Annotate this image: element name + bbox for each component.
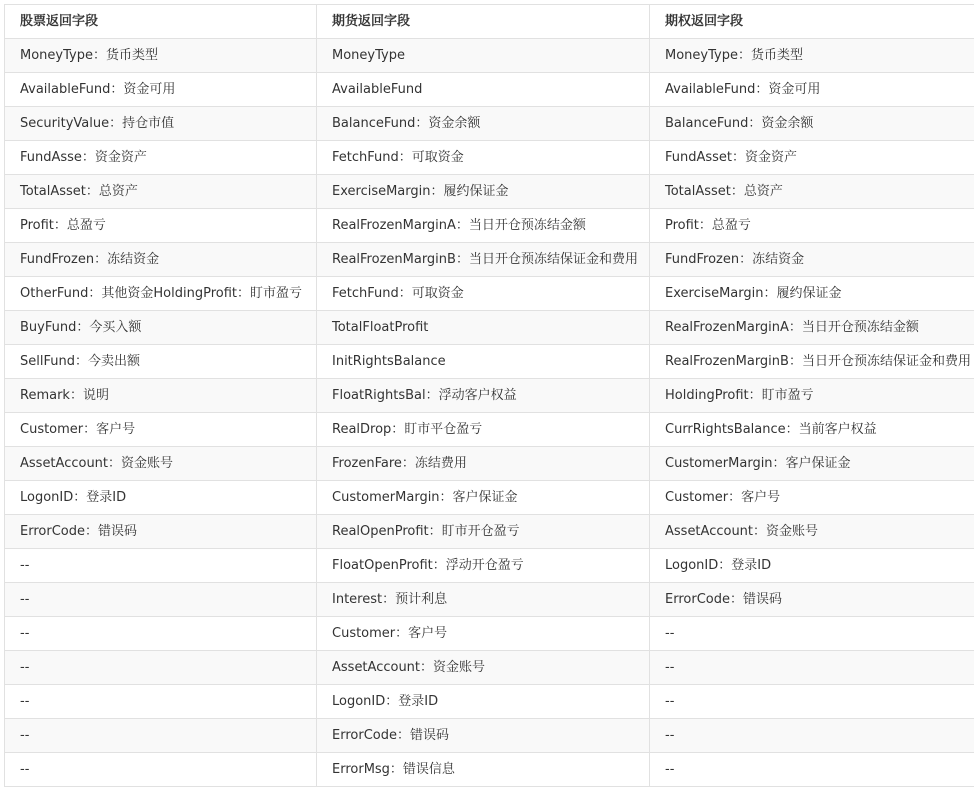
futures-field-cell: RealDrop：盯市平仓盈亏	[317, 413, 650, 447]
options-field-cell: MoneyType：货币类型	[650, 39, 974, 73]
options-field-cell: TotalAsset：总资产	[650, 175, 974, 209]
options-field-cell: Profit：总盈亏	[650, 209, 974, 243]
stock-field-cell: AssetAccount：资金账号	[5, 447, 317, 481]
table-row	[5, 413, 974, 447]
stock-field-cell: Customer：客户号	[5, 413, 317, 447]
stock-field-cell: --	[5, 617, 317, 651]
table-row	[5, 277, 974, 311]
header-options-fields: 期权返回字段	[650, 5, 974, 39]
stock-field-cell: OtherFund：其他资金HoldingProfit：盯市盈亏	[5, 277, 317, 311]
table-row	[5, 209, 974, 243]
stock-field-cell: ErrorCode：错误码	[5, 515, 317, 549]
futures-field-cell: FloatRightsBal：浮动客户权益	[317, 379, 650, 413]
options-field-cell: --	[650, 753, 974, 787]
stock-field-cell: --	[5, 651, 317, 685]
stock-field-cell: Profit：总盈亏	[5, 209, 317, 243]
table-row	[5, 481, 974, 515]
table-row	[5, 39, 974, 73]
table-row	[5, 447, 974, 481]
header-row	[5, 5, 974, 39]
options-field-cell: ErrorCode：错误码	[650, 583, 974, 617]
futures-field-cell: AvailableFund	[317, 73, 650, 107]
table-row	[5, 311, 974, 345]
options-field-cell: ExerciseMargin：履约保证金	[650, 277, 974, 311]
futures-field-cell: MoneyType	[317, 39, 650, 73]
return-fields-table	[4, 4, 974, 787]
table-row	[5, 515, 974, 549]
options-field-cell: HoldingProfit：盯市盈亏	[650, 379, 974, 413]
stock-field-cell: --	[5, 753, 317, 787]
futures-field-cell: RealOpenProfit：盯市开仓盈亏	[317, 515, 650, 549]
header-stock-fields: 股票返回字段	[5, 5, 317, 39]
options-field-cell: CustomerMargin：客户保证金	[650, 447, 974, 481]
table-row	[5, 685, 974, 719]
table-row	[5, 243, 974, 277]
futures-field-cell: AssetAccount：资金账号	[317, 651, 650, 685]
futures-field-cell: ErrorMsg：错误信息	[317, 753, 650, 787]
stock-field-cell: BuyFund：今买入额	[5, 311, 317, 345]
table-row	[5, 719, 974, 753]
table-row	[5, 141, 974, 175]
table-row	[5, 549, 974, 583]
futures-field-cell: RealFrozenMarginA：当日开仓预冻结金额	[317, 209, 650, 243]
futures-field-cell: ErrorCode：错误码	[317, 719, 650, 753]
stock-field-cell: SellFund：今卖出额	[5, 345, 317, 379]
table-row	[5, 175, 974, 209]
options-field-cell: FundAsset：资金资产	[650, 141, 974, 175]
options-field-cell: --	[650, 685, 974, 719]
table-body	[5, 39, 974, 787]
stock-field-cell: TotalAsset：总资产	[5, 175, 317, 209]
stock-field-cell: FundAsse：资金资产	[5, 141, 317, 175]
fields-table-container	[4, 4, 974, 787]
options-field-cell: BalanceFund：资金余额	[650, 107, 974, 141]
table-header	[5, 5, 974, 39]
futures-field-cell: TotalFloatProfit	[317, 311, 650, 345]
futures-field-cell: FloatOpenProfit：浮动开仓盈亏	[317, 549, 650, 583]
options-field-cell: FundFrozen：冻结资金	[650, 243, 974, 277]
header-futures-fields: 期货返回字段	[317, 5, 650, 39]
stock-field-cell: SecurityValue：持仓市值	[5, 107, 317, 141]
table-row	[5, 345, 974, 379]
options-field-cell: --	[650, 651, 974, 685]
futures-field-cell: RealFrozenMarginB：当日开仓预冻结保证金和费用	[317, 243, 650, 277]
stock-field-cell: --	[5, 685, 317, 719]
futures-field-cell: BalanceFund：资金余额	[317, 107, 650, 141]
stock-field-cell: AvailableFund：资金可用	[5, 73, 317, 107]
options-field-cell: --	[650, 617, 974, 651]
options-field-cell: --	[650, 719, 974, 753]
stock-field-cell: --	[5, 583, 317, 617]
options-field-cell: CurrRightsBalance：当前客户权益	[650, 413, 974, 447]
options-field-cell: AssetAccount：资金账号	[650, 515, 974, 549]
table-row	[5, 379, 974, 413]
futures-field-cell: FetchFund：可取资金	[317, 141, 650, 175]
table-row	[5, 583, 974, 617]
stock-field-cell: LogonID：登录ID	[5, 481, 317, 515]
options-field-cell: Customer：客户号	[650, 481, 974, 515]
futures-field-cell: FetchFund：可取资金	[317, 277, 650, 311]
futures-field-cell: ExerciseMargin：履约保证金	[317, 175, 650, 209]
table-row	[5, 73, 974, 107]
options-field-cell: RealFrozenMarginA：当日开仓预冻结金额	[650, 311, 974, 345]
futures-field-cell: Interest：预计利息	[317, 583, 650, 617]
futures-field-cell: FrozenFare：冻结费用	[317, 447, 650, 481]
options-field-cell: RealFrozenMarginB：当日开仓预冻结保证金和费用	[650, 345, 974, 379]
table-row	[5, 107, 974, 141]
futures-field-cell: Customer：客户号	[317, 617, 650, 651]
table-row	[5, 651, 974, 685]
stock-field-cell: MoneyType：货币类型	[5, 39, 317, 73]
options-field-cell: AvailableFund：资金可用	[650, 73, 974, 107]
futures-field-cell: CustomerMargin：客户保证金	[317, 481, 650, 515]
stock-field-cell: --	[5, 549, 317, 583]
options-field-cell: LogonID：登录ID	[650, 549, 974, 583]
futures-field-cell: LogonID：登录ID	[317, 685, 650, 719]
stock-field-cell: FundFrozen：冻结资金	[5, 243, 317, 277]
stock-field-cell: --	[5, 719, 317, 753]
stock-field-cell: Remark：说明	[5, 379, 317, 413]
table-row	[5, 753, 974, 787]
futures-field-cell: InitRightsBalance	[317, 345, 650, 379]
table-row	[5, 617, 974, 651]
